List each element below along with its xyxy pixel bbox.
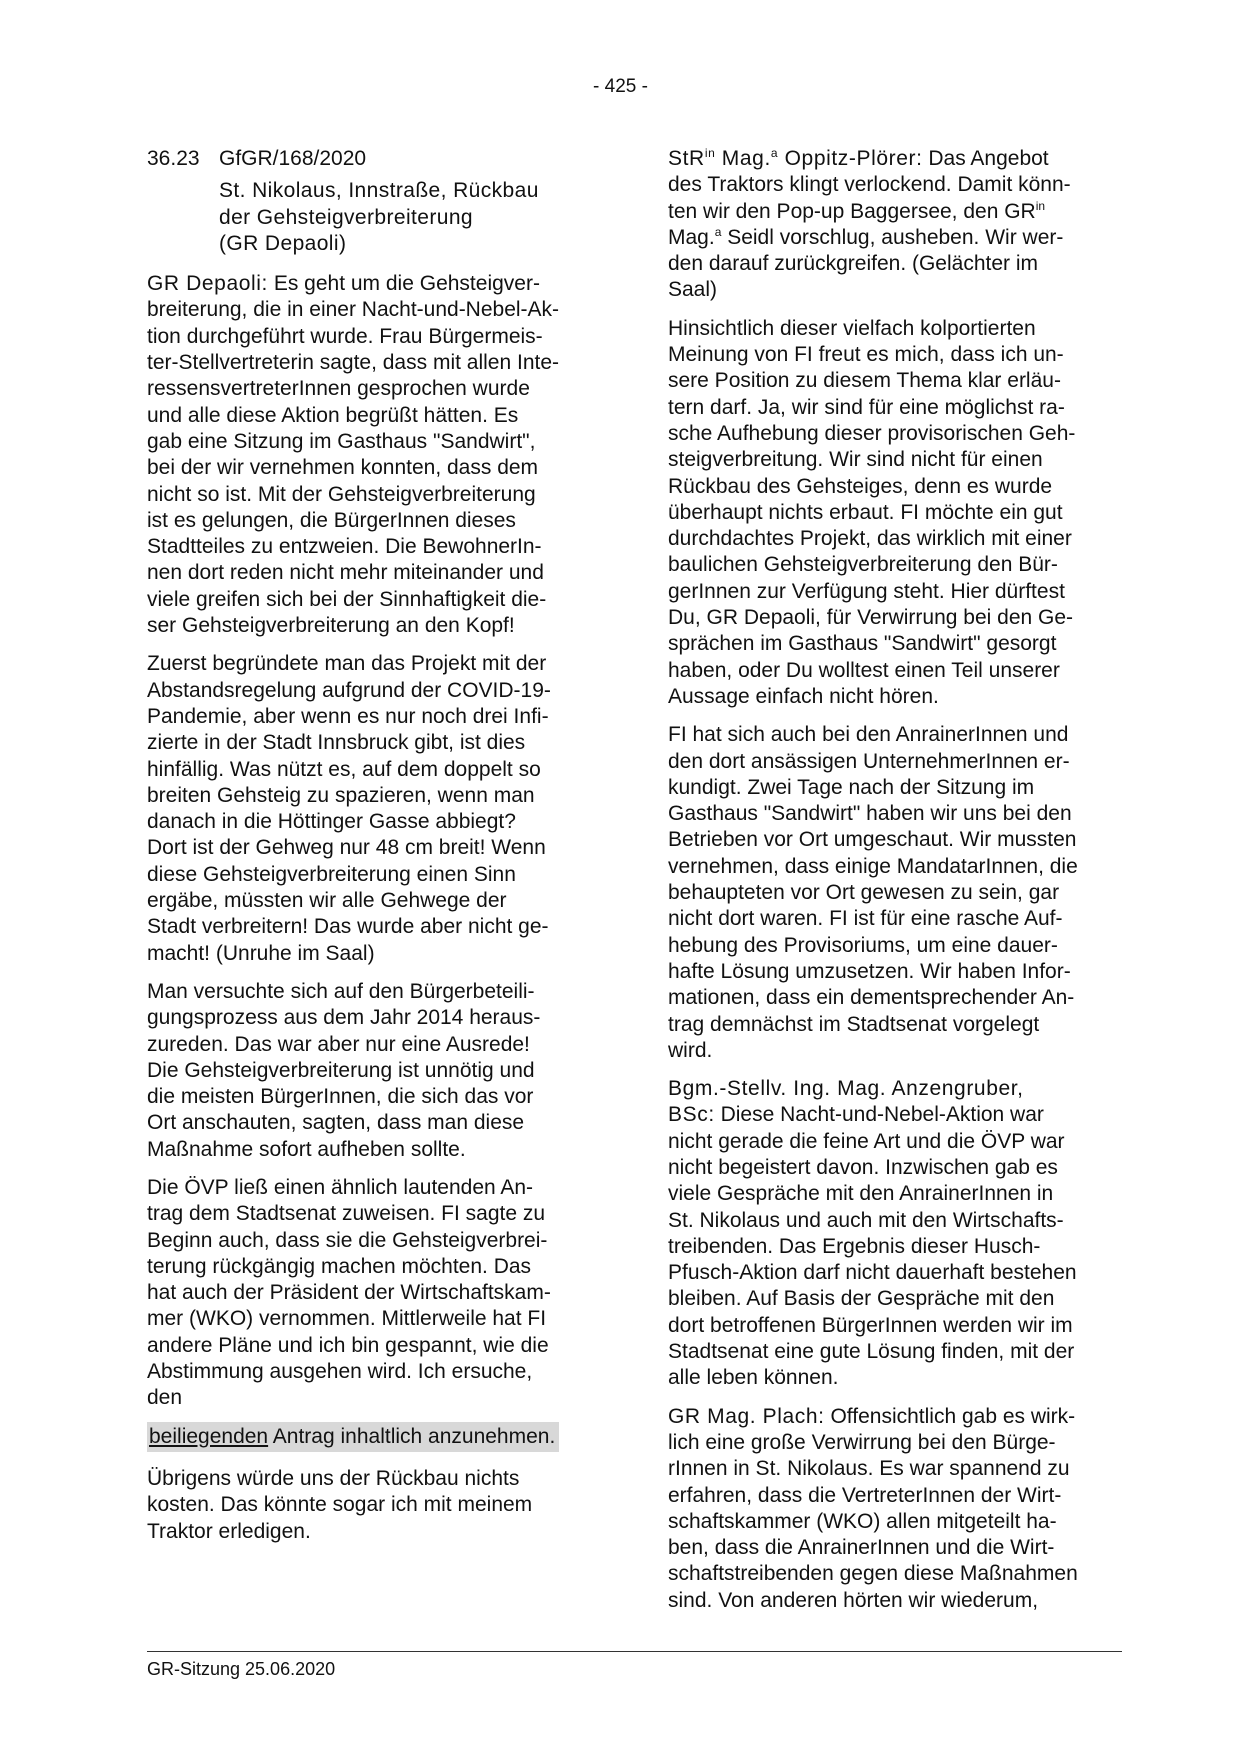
- speech-anzengruber: [668, 1076, 1122, 1392]
- speaker-name: GR Mag. Plach:: [668, 1404, 825, 1428]
- left-column: [147, 146, 601, 1557]
- paragraph: Zuerst begründete man das Projekt mit der Abstandsregelung aufgrund der COVID-19- Pandemie, aber wenn es nur noch drei Infi- zierte in der Stadt Innsbruck gibt, ist dies hinfällig. Was nützt es, auf dem doppelt so breiten Gehsteig zu spazieren, wenn man danach in die Höttinger Gasse abbiegt? Dort ist der Gehweg nur 48 cm breit! Wenn diese Gehsteigverbreiterung einen Sinn ergäbe, müssten wir alle Gehwege der Stadt verbreitern! Das wurde aber nicht ge- macht! (Unruhe im Saal): [147, 652, 551, 965]
- motion-link[interactable]: beiliegenden: [149, 1424, 269, 1448]
- speech-text: Mag.: [668, 225, 715, 249]
- agenda-item-reference: GfGR/168/2020: [219, 147, 367, 170]
- footer-session-date: GR-Sitzung 25.06.2020: [147, 1659, 336, 1679]
- superscript: a: [714, 224, 722, 239]
- speech-plach: [668, 1404, 1122, 1614]
- motion-text: Antrag inhaltlich anzunehmen.: [268, 1424, 556, 1448]
- footer-divider: [147, 1651, 1122, 1652]
- speaker-part: Oppitz-Plörer:: [778, 147, 923, 170]
- agenda-item-heading: [147, 146, 601, 172]
- speaker-name: [668, 147, 923, 170]
- agenda-item-subject: St. Nikolaus, Innstraße, Rückbau der Gehsteigverbreiterung (GR Depaoli): [219, 179, 539, 255]
- paragraph: Man versuchte sich auf den Bürgerbeteili- gungsprozess aus dem Jahr 2014 heraus- zureden. Das war aber nur eine Ausrede! Die Gehsteigverbreiterung ist unnötig und die meisten BürgerInnen, die sich das vor Ort anschauten, sagten, dass man diese Maßnahme sofort aufheben sollte.: [147, 979, 541, 1161]
- speech-text: Seidl vorschlug, ausheben. Wir wer- den darauf zurückgreifen. (Gelächter im Saal): [668, 225, 1064, 302]
- speaker-name: GR Depaoli:: [147, 272, 268, 296]
- superscript: a: [770, 146, 779, 160]
- speech-oppitz-ploerer: [668, 146, 1122, 304]
- paragraph: Die ÖVP ließ einen ähnlich lautenden An- trag dem Stadtsenat zuweisen. FI sagte zu Beginn auch, dass sie die Gehsteigverbrei- terung rückgängig machen möchten. Das hat auch der Präsident der Wirtschaftskam- mer (WKO) vernommen. Mittlerweile hat FI andere Pläne und ich bin gespannt, wie die Abstimmung ausgehen wird. Ich ersuche, den: [147, 1175, 551, 1410]
- speech-text: Offensichtlich gab es wirk- lich eine große Verwirrung bei den Bürge- rInnen in St. Nikolaus. Es war spannend zu erfahren, dass die VertreterInnen der Wirt- schaftskammer (WKO) allen mitgeteilt ha- ben, dass die AnrainerInnen und die Wirt- schaftstreibenden gegen diese Maßnahmen sind. Von anderen hörten wir wiederum,: [668, 1404, 1078, 1612]
- speech-text: Das Angebot des Traktors klingt verlockend. Damit könn- ten wir den Pop-up Baggersee, den GR: [668, 147, 1071, 223]
- speech-text: Es geht um die Gehsteigver- breiterung, die in einer Nacht-und-Nebel-Ak- tion durchgeführt wurde. Frau Bürgermeis- ter-Stellvertreterin sagte, dass mit allen Inte- ressensvertreterInnen gesprochen wurde und alle diese Aktion begrüßt hätten. Es gab eine Sitzung im Gasthaus "Sandwirt", bei der wir vernehmen konnten, dass dem nicht so ist. Mit der Gehsteigverbreiterung ist es gelungen, die BürgerInnen dieses Stadtteiles zu entzweien. Die BewohnerIn- nen dort reden nicht mehr miteinander und viele greifen sich bei der Sinnhaftigkeit die- ser Gehsteigverbreiterung an den Kopf!: [147, 272, 560, 638]
- paragraph: FI hat sich auch bei den AnrainerInnen und den dort ansässigen UnternehmerInnen er- kundigt. Zwei Tage nach der Sitzung im Gasthaus "Sandwirt" haben wir uns bei den Betrieben vor Ort umgeschaut. Wir mussten vernehmen, dass einige MandatarInnen, die behaupteten vor Ort gewesen zu sein, gar nicht dort waren. FI ist für eine rasche Auf- hebung des Provisoriums, um eine dauer- hafte Lösung umzusetzen. Wir haben Infor- mationen, dass ein dementsprechender An- trag demnächst im Stadtsenat vorgelegt wird.: [668, 723, 1078, 1062]
- speech-text: Diese Nacht-und-Nebel-Aktion war nicht gerade die feine Art und die ÖVP war nicht begeistert davon. Inzwischen gab es viele Gespräche mit den AnrainerInnen in St. Nikolaus und auch mit den Wirtschafts- treibenden. Das Ergebnis dieser Husch- Pfusch-Aktion darf nicht dauerhaft bestehen bleiben. Auf Basis der Gespräche mit den dort betroffenen BürgerInnen werden wir im Stadtsenat eine gute Lösung finden, mit der alle leben können.: [668, 1103, 1077, 1390]
- right-column: [668, 146, 1122, 1626]
- speech-depaoli: [147, 271, 601, 639]
- superscript: in: [1035, 198, 1046, 213]
- page-number: - 425 -: [593, 76, 648, 97]
- agenda-item-number: 36.23: [147, 147, 200, 170]
- speaker-part: Mag.: [715, 147, 771, 170]
- motion-highlight: [147, 1422, 559, 1452]
- paragraph: Hinsichtlich dieser vielfach kolportierten Meinung von FI freut es mich, dass ich un- sere Position zu diesem Thema klar erläu- tern darf. Ja, wir sind für eine möglichst ra- sche Aufhebung dieser provisorischen Geh- steigverbreitung. Wir sind nicht für einen Rückbau des Gehsteiges, denn es wurde überhaupt nichts erbaut. FI möchte ein gut durchdachtes Projekt, das wirklich mit einer baulichen Gehsteigverbreiterung den Bür- gerInnen zur Verfügung steht. Hier dürftest Du, GR Depaoli, für Verwirrung bei den Ge- sprächen im Gasthaus "Sandwirt" gesorgt haben, oder Du wolltest einen Teil unserer Aussage einfach nicht hören.: [668, 316, 1076, 708]
- speaker-part: StR: [668, 147, 705, 170]
- speaker-name: Bgm.-Stellv. Ing. Mag. Anzengruber, BSc:: [668, 1077, 1024, 1127]
- paragraph: Übrigens würde uns der Rückbau nichts kosten. Das könnte sogar ich mit meinem Traktor erledigen.: [147, 1466, 533, 1543]
- superscript: in: [704, 146, 716, 160]
